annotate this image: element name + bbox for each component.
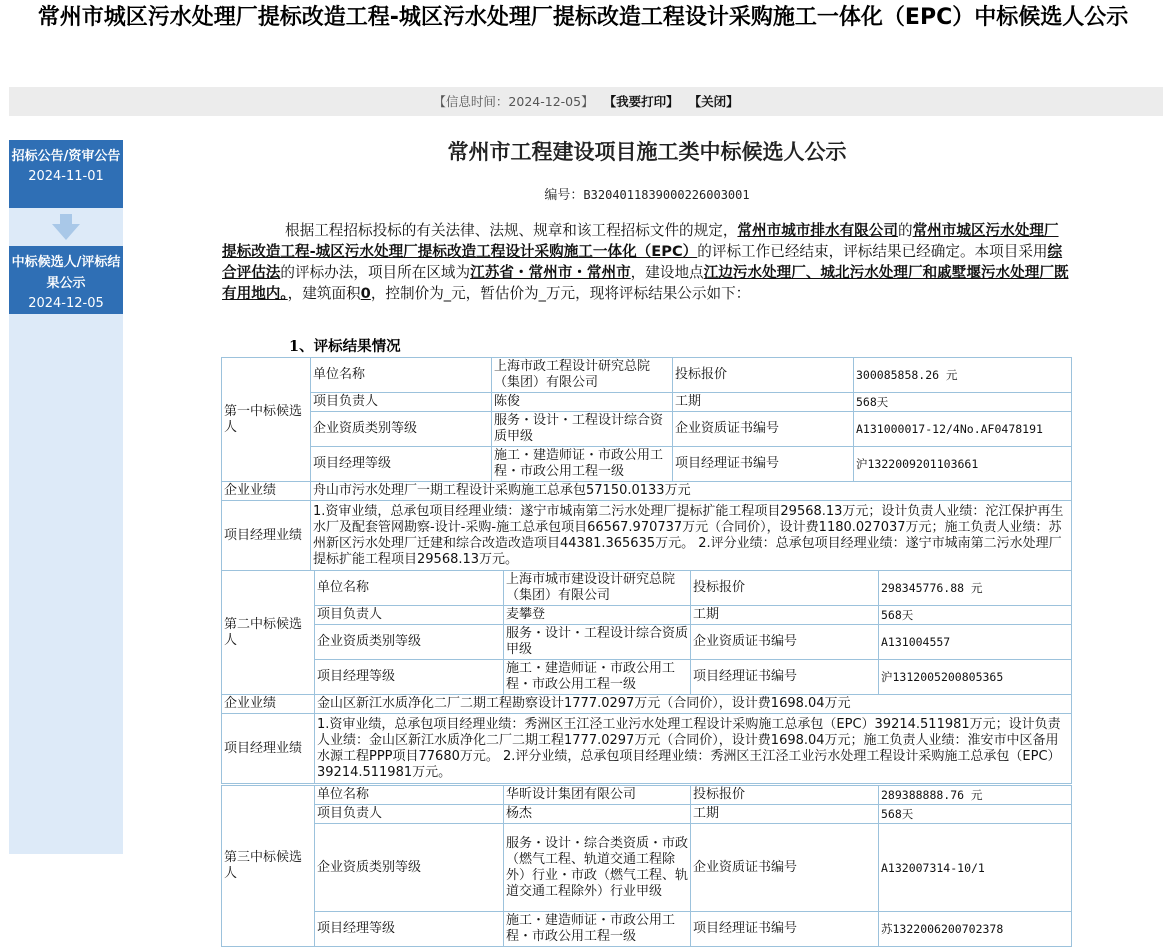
sidebar-item-date: 2024-11-01 [28, 169, 104, 184]
project-leader: 麦攀登 [504, 606, 691, 625]
print-link[interactable]: 【我要打印】 [603, 94, 679, 109]
document-number [222, 185, 1072, 206]
label-cell: 项目负责人 [315, 805, 504, 824]
pm-performance: 1.资审业绩，总承包项目经理业绩：秀洲区王江泾工业污水处理工程设计采购施工总承包（EPC）39214.511981万元；设计负责人业绩：金山区新江水质净化二厂二期工程1777.0297万元（合同价），设计费1698.04万元；施工负责人业绩：淮安市中区备用水源工程PPP项目77680万元。 2.评分业绩，总承包项目经理业绩：秀洲区王江泾工业污水处理工程设计采购施工总承包（EPC）39214.511981万元。 [315, 714, 1072, 784]
sidebar-item-tender-notice[interactable] [9, 140, 123, 208]
label-cell: 投标报价 [691, 571, 879, 606]
label-cell: 单位名称 [315, 571, 504, 606]
label-cell: 工期 [691, 805, 879, 824]
info-time-close: 】 [581, 94, 594, 109]
cert-number: A132007314-10/1 [879, 824, 1072, 912]
pm-level: 施工・建造师证・市政公用工程・市政公用工程一级 [504, 912, 691, 947]
label-cell: 企业资质证书编号 [673, 412, 854, 447]
down-arrow-icon [52, 214, 80, 240]
number-label: 编号： [544, 188, 584, 203]
label-cell: 企业资质类别等级 [311, 412, 492, 447]
candidate-rank: 第三中标候选人 [222, 786, 315, 947]
duration: 568天 [879, 606, 1072, 625]
qualification: 服务・设计・工程设计综合资质甲级 [492, 412, 673, 447]
intro-text: ，控制价为_元，暂估价为_万元，现将评标结果公示如下： [370, 285, 751, 302]
bid-price: 298345776.88 元 [879, 571, 1072, 606]
candidate-rank: 第一中标候选人 [222, 358, 311, 482]
candidate-rank: 第二中标候选人 [222, 571, 315, 695]
project-name: 常州市城区污水处理厂提标改造工程-城区污水处理厂提标改造工程设计采购施工一体化（EPC） [222, 222, 1059, 260]
sidebar-item-label: 中标候选人/评标结果公示 [11, 255, 121, 291]
info-time-label: 【信息时间： [433, 94, 509, 109]
candidate-1-table [221, 357, 1072, 571]
label-cell: 项目经理等级 [315, 912, 504, 947]
label-cell: 单位名称 [311, 358, 492, 393]
building-area: 0 [360, 285, 371, 302]
page-title: 常州市城区污水处理厂提标改造工程-城区污水处理厂提标改造工程设计采购施工一体化（EPC）中标候选人公示 [37, 5, 1129, 30]
project-leader: 杨杰 [504, 805, 691, 824]
unit-name: 上海市城市建设设计研究总院（集团）有限公司 [504, 571, 691, 606]
table-row [222, 447, 1072, 482]
table-row [222, 482, 1072, 501]
unit-name: 华昕设计集团有限公司 [504, 786, 691, 805]
label-cell: 项目负责人 [311, 393, 492, 412]
table-row [222, 393, 1072, 412]
table-row [222, 824, 1072, 912]
label-cell: 投标报价 [673, 358, 854, 393]
qualification: 服务・设计・工程设计综合资质甲级 [504, 625, 691, 660]
corp-performance: 舟山市污水处理厂一期工程设计采购施工总承包57150.0133万元 [311, 482, 1072, 501]
tenderee-name: 常州市城市排水有限公司 [737, 222, 898, 239]
construction-location: 江边污水处理厂、城北污水处理厂和戚墅堰污水处理厂既有用地内。 [222, 264, 1069, 302]
table-row [222, 358, 1072, 393]
intro-text: 的评标工作已经结束，评标结果已经确定。本项目采用 [697, 243, 1048, 260]
intro-text: ，建筑面积 [287, 285, 361, 302]
intro-text: 的评标办法，项目所在区域为 [280, 264, 471, 281]
intro-text: ，建设地点 [630, 264, 704, 281]
label-cell: 项目经理业绩 [222, 714, 315, 784]
cert-number: A131000017-12/4No.AF0478191 [854, 412, 1072, 447]
table-row [222, 625, 1072, 660]
intro-text: 根据工程招标投标的有关法律、法规、规章和该工程招标文件的规定， [285, 222, 738, 239]
table-row [222, 695, 1072, 714]
label-cell: 企业资质证书编号 [691, 625, 879, 660]
qualification: 服务・设计・综合类资质・市政（燃气工程、轨道交通工程除外）行业・市政（燃气工程、轨道交通工程除外）行业甲级 [504, 824, 691, 912]
table-row [222, 805, 1072, 824]
sidebar-item-candidate-notice[interactable] [9, 246, 123, 314]
info-time-value: 2024-12-05 [508, 94, 582, 109]
label-cell: 工期 [673, 393, 854, 412]
section-heading: 1、评标结果情况 [289, 338, 401, 355]
label-cell: 项目经理证书编号 [691, 660, 879, 695]
table-row [222, 786, 1072, 805]
intro-paragraph [222, 220, 1072, 304]
timeline-sidebar [9, 140, 123, 854]
label-cell: 项目经理等级 [311, 447, 492, 482]
info-bar [9, 87, 1163, 116]
pm-cert: 沪1322009201103661 [854, 447, 1072, 482]
cert-number: A131004557 [879, 625, 1072, 660]
label-cell: 企业业绩 [222, 695, 315, 714]
label-cell: 企业资质类别等级 [315, 824, 504, 912]
table-row [222, 412, 1072, 447]
candidate-3-table [221, 785, 1072, 947]
label-cell: 项目经理证书编号 [673, 447, 854, 482]
table-row [222, 571, 1072, 606]
table-row [222, 714, 1072, 784]
label-cell: 项目经理证书编号 [691, 912, 879, 947]
label-cell: 项目经理业绩 [222, 501, 311, 571]
intro-text: 的 [897, 222, 913, 239]
label-cell: 投标报价 [691, 786, 879, 805]
pm-cert: 沪1312005200805365 [879, 660, 1072, 695]
document-title: 常州市工程建设项目施工类中标候选人公示 [447, 139, 847, 164]
sidebar-item-date: 2024-12-05 [28, 296, 104, 311]
label-cell: 企业业绩 [222, 482, 311, 501]
close-link[interactable]: 【关闭】 [688, 94, 739, 109]
label-cell: 单位名称 [315, 786, 504, 805]
unit-name: 上海市政工程设计研究总院（集团）有限公司 [492, 358, 673, 393]
table-row [222, 501, 1072, 571]
label-cell: 企业资质证书编号 [691, 824, 879, 912]
evaluation-method: 综合评估法 [222, 243, 1063, 281]
number-value: B3204011839000226003001 [583, 188, 750, 202]
candidate-2-table [221, 570, 1072, 784]
pm-level: 施工・建造师证・市政公用工程・市政公用工程一级 [492, 447, 673, 482]
project-leader: 陈俊 [492, 393, 673, 412]
pm-level: 施工・建造师证・市政公用工程・市政公用工程一级 [504, 660, 691, 695]
table-row [222, 660, 1072, 695]
label-cell: 企业资质类别等级 [315, 625, 504, 660]
pm-performance: 1.资审业绩，总承包项目经理业绩：遂宁市城南第二污水处理厂提标扩能工程项目29568.13万元；设计负责人业绩：沱江保护再生水厂及配套管网勘察-设计-采购-施工总承包项目66567.970737万元（合同价），设计费1180.027037万元；施工负责人业绩：苏州新区污水处理厂迁建和综合改造改造项目44381.365635万元。 2.评分业绩：总承包项目经理业绩：遂宁市城南第二污水处理厂提标扩能工程项目29568.13万元。 [311, 501, 1072, 571]
corp-performance: 金山区新江水质净化二厂二期工程勘察设计1777.0297万元（合同价），设计费1698.04万元 [315, 695, 1072, 714]
label-cell: 工期 [691, 606, 879, 625]
bid-price: 300085858.26 元 [854, 358, 1072, 393]
table-row [222, 912, 1072, 947]
table-row [222, 606, 1072, 625]
label-cell: 项目负责人 [315, 606, 504, 625]
label-cell: 项目经理等级 [315, 660, 504, 695]
sidebar-item-label: 招标公告/资审公告 [11, 149, 121, 164]
duration: 568天 [854, 393, 1072, 412]
project-region: 江苏省・常州市・常州市 [470, 264, 631, 281]
bid-price: 289388888.76 元 [879, 786, 1072, 805]
duration: 568天 [879, 805, 1072, 824]
pm-cert: 苏1322006200702378 [879, 912, 1072, 947]
